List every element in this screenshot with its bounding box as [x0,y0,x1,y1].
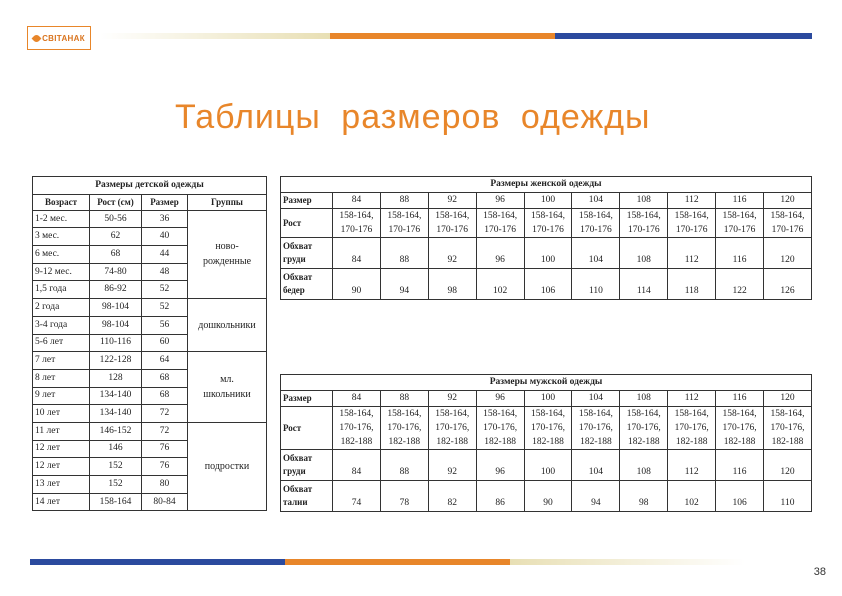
cell-hips: 114 [620,269,668,300]
cell-height: 158-164, 170-176 [524,209,572,238]
women-table-title: Размеры женской одежды [281,177,812,193]
cell-hips: 90 [333,269,381,300]
cell-chest: 100 [524,238,572,269]
cell-size: 56 [142,316,188,334]
bottom-stripe-blue [30,559,285,565]
cell-height: 134-140 [90,405,142,423]
cell-sizes: 104 [572,193,620,209]
cell-hips: 110 [572,269,620,300]
cell-height: 146 [90,440,142,458]
cell-size: 48 [142,263,188,281]
cell-height: 158-164, 170-176, 182-188 [428,407,476,450]
cell-hips: 126 [764,269,812,300]
cell-height: 158-164, 170-176, 182-188 [716,407,764,450]
cell-height: 158-164, 170-176 [476,209,524,238]
cell-group: мл. школьники [188,352,267,423]
brand-logo-text: СВІТАНАК [42,33,85,43]
cell-chest: 104 [572,450,620,481]
cell-age: 8 лет [33,369,90,387]
cell-height: 158-164, 170-176 [333,209,381,238]
cell-height: 158-164, 170-176 [620,209,668,238]
cell-height: 158-164, 170-176, 182-188 [764,407,812,450]
table-row [33,210,267,228]
cell-height: 98-104 [90,316,142,334]
cell-chest: 88 [380,450,428,481]
cell-age: 10 лет [33,405,90,423]
cell-size: 80-84 [142,493,188,511]
cell-height: 98-104 [90,299,142,317]
cell-size: 72 [142,405,188,423]
cell-size: 68 [142,387,188,405]
women-size-table [280,176,812,300]
cell-size: 76 [142,458,188,476]
cell-size: 60 [142,334,188,352]
cell-size: 64 [142,352,188,370]
cell-chest: 92 [428,238,476,269]
chest-row-label: Обхват груди [281,450,333,481]
cell-hips: 98 [428,269,476,300]
table-row [33,422,267,440]
cell-height: 158-164, 170-176 [572,209,620,238]
hips-row-label: Обхват бедер [281,269,333,300]
bottom-stripe-beige [510,559,745,565]
cell-height: 158-164, 170-176, 182-188 [380,407,428,450]
cell-waist: 106 [716,481,764,512]
cell-hips: 122 [716,269,764,300]
cell-waist: 90 [524,481,572,512]
cell-height: 50-56 [90,210,142,228]
cell-sizes: 96 [476,193,524,209]
cell-size: 40 [142,228,188,246]
cell-chest: 108 [620,238,668,269]
header-age: Возраст [33,194,90,210]
cell-chest: 108 [620,450,668,481]
cell-sizes: 120 [764,391,812,407]
cell-height: 158-164, 170-176, 182-188 [668,407,716,450]
cell-height: 74-80 [90,263,142,281]
brand-logo [27,26,91,50]
cell-group: ново- рожденные [188,210,267,298]
cell-sizes: 100 [524,391,572,407]
cell-sizes: 104 [572,391,620,407]
cell-age: 14 лет [33,493,90,511]
cell-waist: 110 [764,481,812,512]
cell-chest: 84 [333,238,381,269]
cell-waist: 102 [668,481,716,512]
table-row [33,352,267,370]
cell-sizes: 92 [428,193,476,209]
men-size-table [280,374,812,512]
cell-age: 12 лет [33,440,90,458]
cell-sizes: 84 [333,391,381,407]
cell-sizes: 96 [476,391,524,407]
cell-waist: 86 [476,481,524,512]
cell-chest: 100 [524,450,572,481]
page-title: Таблицы размеров одежды [175,98,651,136]
kids-table-title: Размеры детской одежды [33,177,267,195]
cell-chest: 116 [716,238,764,269]
cell-height: 158-164, 170-176 [428,209,476,238]
header-groups: Группы [188,194,267,210]
cell-age: 12 лет [33,458,90,476]
cell-chest: 116 [716,450,764,481]
cell-chest: 96 [476,450,524,481]
cell-sizes: 88 [380,193,428,209]
cell-age: 9-12 мес. [33,263,90,281]
cell-waist: 74 [333,481,381,512]
cell-height: 158-164, 170-176, 182-188 [333,407,381,450]
cell-size: 68 [142,369,188,387]
cell-age: 9 лет [33,387,90,405]
page-number: 38 [813,566,826,578]
cell-sizes: 108 [620,391,668,407]
cell-chest: 112 [668,450,716,481]
cell-waist: 98 [620,481,668,512]
top-stripe-beige [100,33,330,39]
cell-height: 158-164, 170-176, 182-188 [620,407,668,450]
cell-height: 158-164, 170-176 [764,209,812,238]
cell-sizes: 100 [524,193,572,209]
cell-group: дошкольники [188,299,267,352]
cell-size: 76 [142,440,188,458]
cell-age: 3-4 года [33,316,90,334]
cell-chest: 92 [428,450,476,481]
cell-height: 134-140 [90,387,142,405]
cell-size: 36 [142,210,188,228]
cell-sizes: 108 [620,193,668,209]
cell-age: 13 лет [33,476,90,494]
cell-size: 52 [142,281,188,299]
bottom-stripe-orange [285,559,510,565]
cell-sizes: 120 [764,193,812,209]
size-row-label: Размер [281,193,333,209]
cell-hips: 102 [476,269,524,300]
men-table-title: Размеры мужской одежды [281,375,812,391]
cell-age: 6 мес. [33,246,90,264]
cell-age: 1,5 года [33,281,90,299]
cell-waist: 78 [380,481,428,512]
height-row-label: Рост [281,209,333,238]
cell-age: 3 мес. [33,228,90,246]
cell-chest: 120 [764,238,812,269]
cell-chest: 120 [764,450,812,481]
cell-waist: 94 [572,481,620,512]
cell-height: 152 [90,458,142,476]
header-height: Рост (см) [90,194,142,210]
cell-height: 158-164, 170-176 [668,209,716,238]
cell-size: 52 [142,299,188,317]
cell-height: 158-164, 170-176, 182-188 [524,407,572,450]
cell-waist: 82 [428,481,476,512]
cell-sizes: 84 [333,193,381,209]
cell-height: 158-164, 170-176, 182-188 [572,407,620,450]
cell-height: 158-164, 170-176 [716,209,764,238]
cell-chest: 96 [476,238,524,269]
cell-height: 110-116 [90,334,142,352]
cell-chest: 88 [380,238,428,269]
cell-sizes: 116 [716,391,764,407]
cell-age: 2 года [33,299,90,317]
cell-hips: 94 [380,269,428,300]
cell-sizes: 92 [428,391,476,407]
cell-height: 158-164 [90,493,142,511]
cell-age: 1-2 мес. [33,210,90,228]
cell-sizes: 112 [668,391,716,407]
cell-size: 44 [142,246,188,264]
cell-age: 5-6 лет [33,334,90,352]
cell-hips: 118 [668,269,716,300]
kids-size-table [32,176,267,511]
cell-size: 80 [142,476,188,494]
top-stripe-blue [555,33,812,39]
size-row-label: Размер [281,391,333,407]
cell-sizes: 88 [380,391,428,407]
waist-row-label: Обхват талии [281,481,333,512]
cell-height: 62 [90,228,142,246]
cell-height: 128 [90,369,142,387]
cell-chest: 112 [668,238,716,269]
leaf-icon [32,33,42,43]
cell-group: подростки [188,422,267,510]
cell-chest: 84 [333,450,381,481]
cell-height: 158-164, 170-176 [380,209,428,238]
height-row-label: Рост [281,407,333,450]
cell-height: 68 [90,246,142,264]
cell-hips: 106 [524,269,572,300]
cell-height: 86-92 [90,281,142,299]
top-stripe-orange [330,33,555,39]
cell-size: 72 [142,422,188,440]
cell-height: 122-128 [90,352,142,370]
cell-height: 152 [90,476,142,494]
cell-age: 7 лет [33,352,90,370]
cell-chest: 104 [572,238,620,269]
cell-height: 158-164, 170-176, 182-188 [476,407,524,450]
cell-age: 11 лет [33,422,90,440]
cell-sizes: 112 [668,193,716,209]
cell-height: 146-152 [90,422,142,440]
chest-row-label: Обхват груди [281,238,333,269]
header-size: Размер [142,194,188,210]
cell-sizes: 116 [716,193,764,209]
table-row [33,299,267,317]
